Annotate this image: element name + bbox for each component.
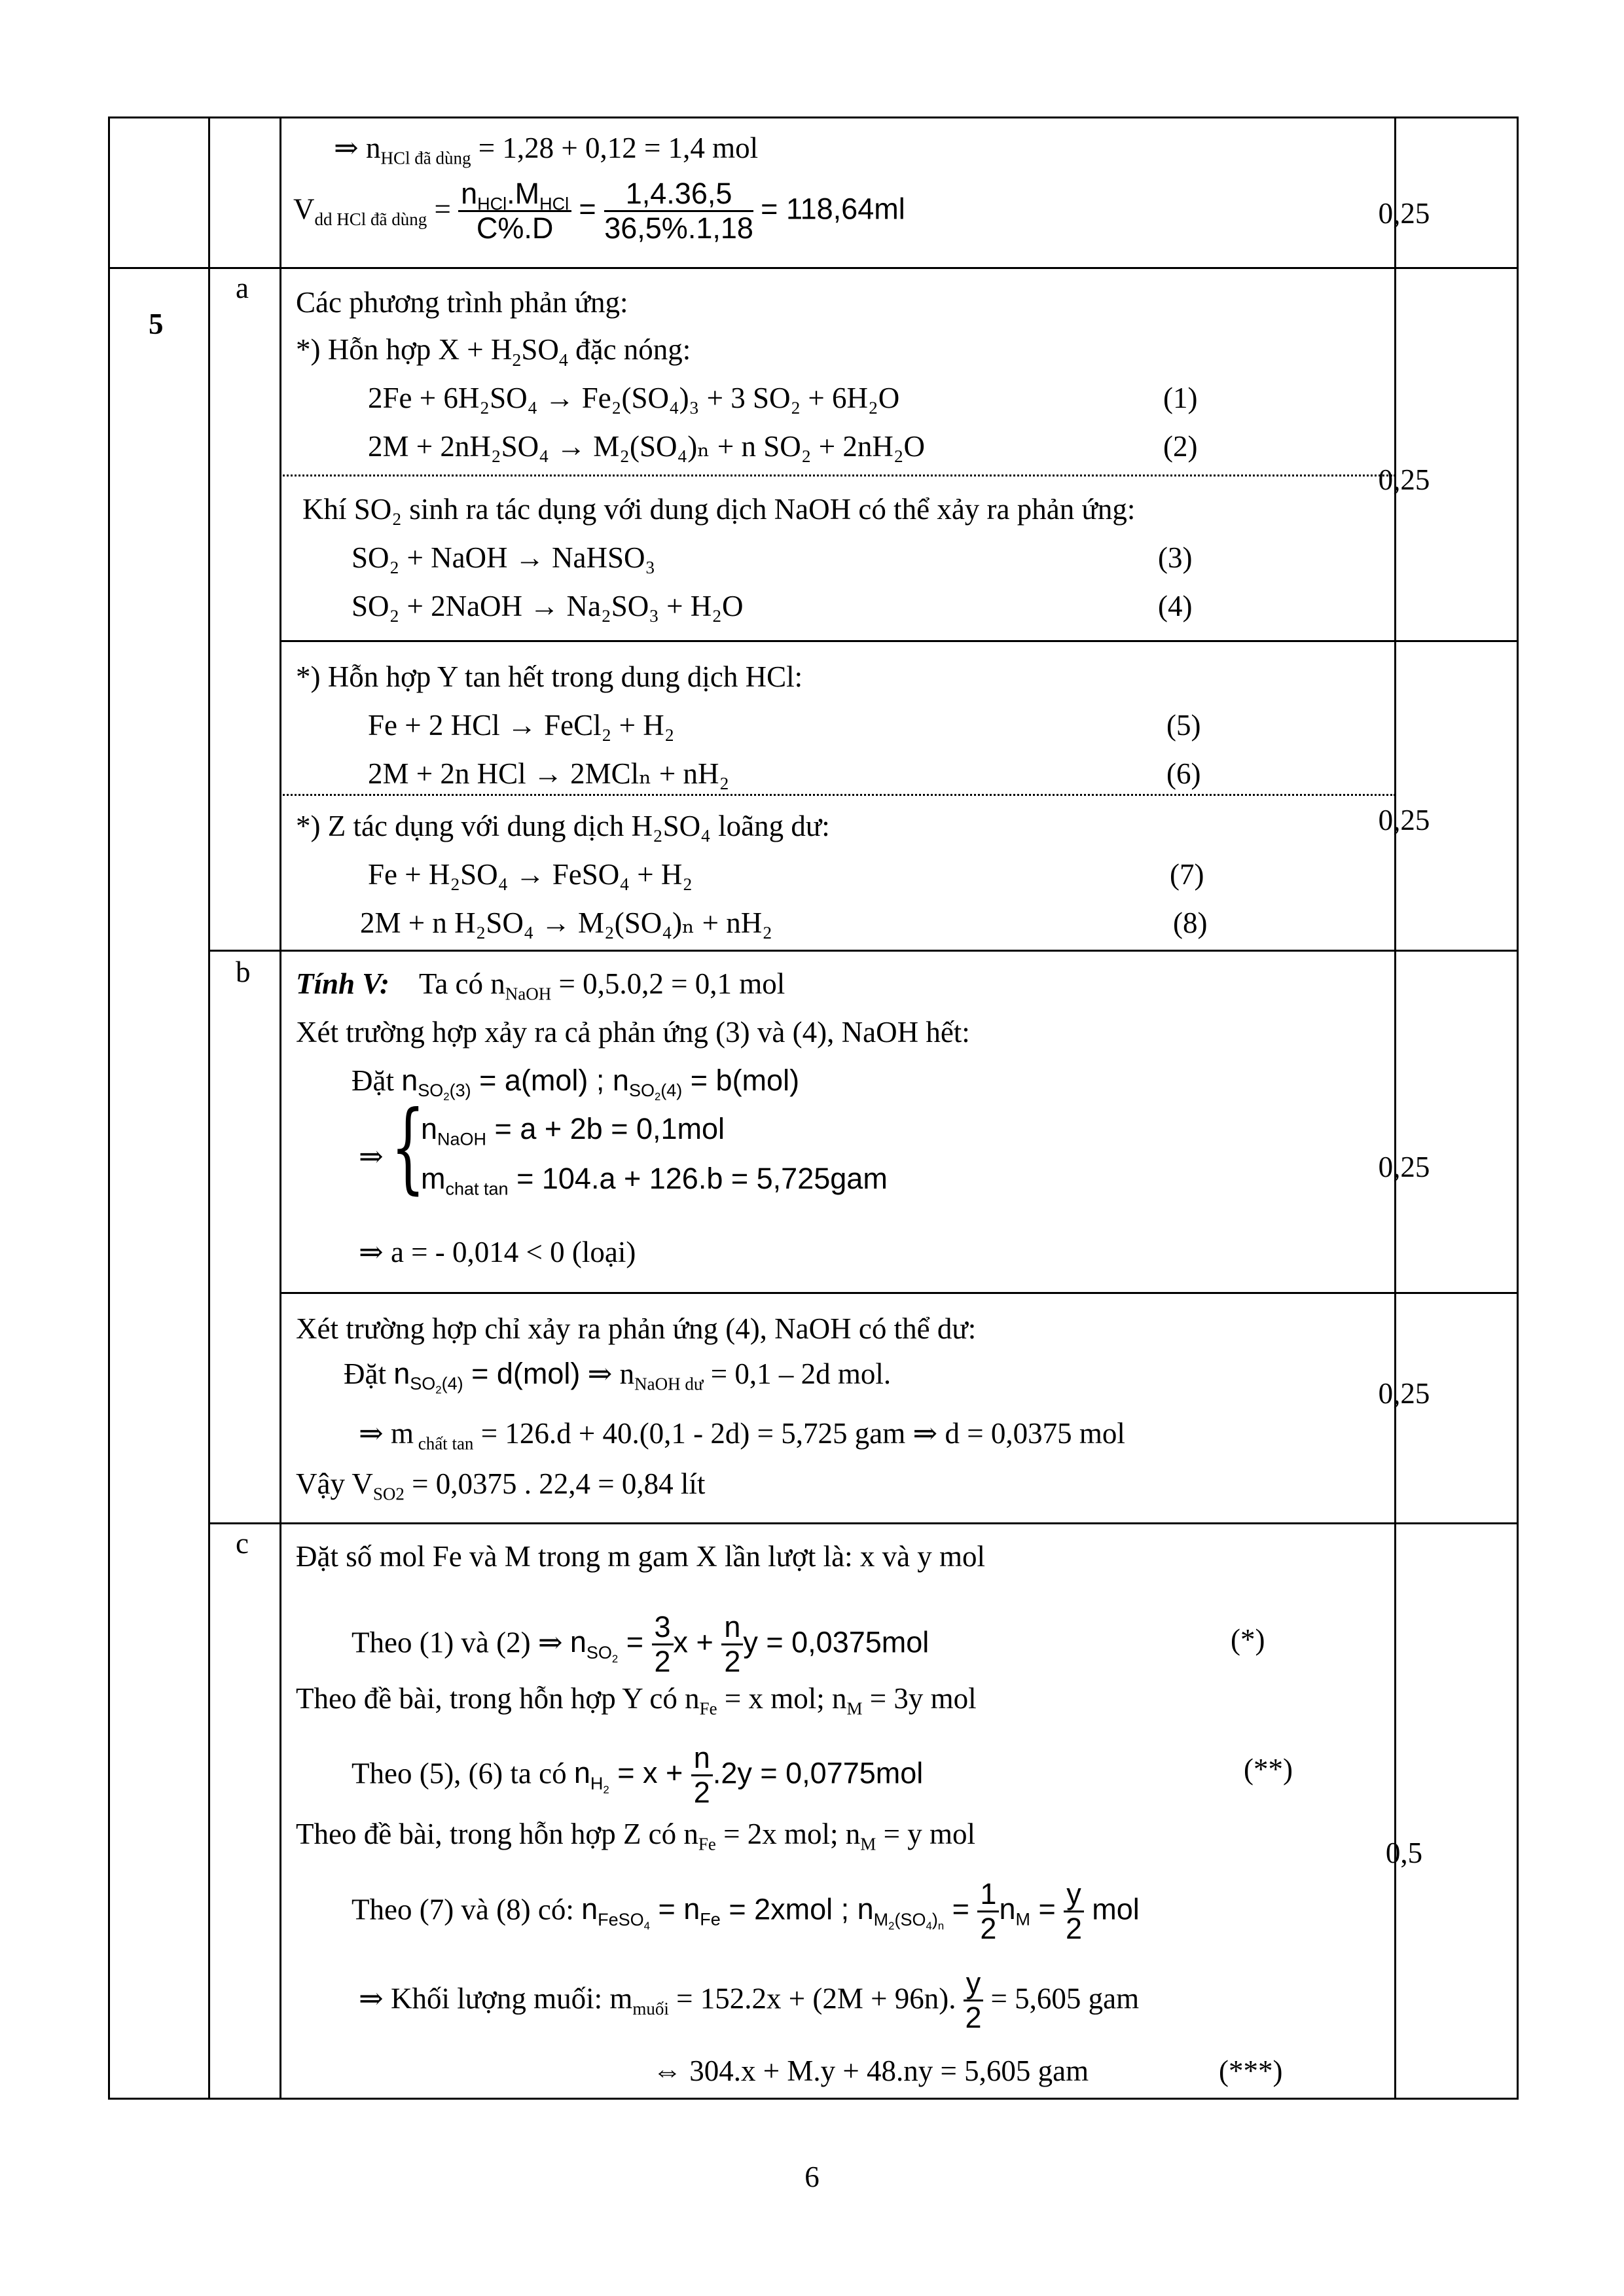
equation-1: 2Fe + 6H₂SO₄ → Fe₂(SO₄)₃ + 3 SO₂ + 6H₂O bbox=[368, 382, 900, 414]
row-divider bbox=[108, 267, 1519, 269]
b-mass-solute: ⇒ m $_{chất tan}$ = 126.d + 40.(0,1 - 2d) = 5,725 gam ⇒ d = 0,0375 mol bbox=[359, 1417, 1125, 1454]
b-case-2: Xét trường hợp chỉ xảy ra phản ứng (4), NaOH có thể dư: bbox=[296, 1312, 977, 1345]
b-system-eq-1: $n_{NaOH} = a + 2b = 0,1mol$ bbox=[421, 1112, 725, 1149]
c-label-star: (*) bbox=[1231, 1623, 1265, 1656]
a-so2-intro: Khí SO₂ sinh ra tác dụng với dung dịch NaOH có thể xảy ra phản ứng: bbox=[302, 493, 1136, 526]
part-label-b: b bbox=[236, 956, 251, 988]
score-a-1: 0,25 bbox=[1378, 463, 1430, 496]
dotted-separator bbox=[280, 475, 1396, 476]
equation-7-number: (7) bbox=[1170, 858, 1204, 891]
c-salt-moles: Theo (7) và (8) có: $n_{FeSO_4} = n_{Fe}$ = 2xmol ; $n_{M_2(SO_4)_n}$ = $\frac{1}{2}$ $n_M$ = $\frac{y}{2}$ mol bbox=[352, 1877, 1140, 1945]
equation-4-number: (4) bbox=[1158, 590, 1193, 622]
a-mixture-x: *) Hỗn hợp $X + H_2SO_4$ đặc nóng: bbox=[296, 333, 691, 370]
equation-3: SO₂ + NaOH → NaHSO₃ bbox=[352, 541, 656, 574]
table-border-left bbox=[108, 117, 110, 2100]
b-system-eq-2: $m_{chat tan} = 104.a + 126.b = 5,725gam$ bbox=[421, 1162, 888, 1199]
a-mixture-y: *) Hỗn hợp Y tan hết trong dung dịch HCl: bbox=[296, 660, 803, 693]
c-mixture-y: Theo đề bài, trong hỗn hợp Y có $n_{Fe} = x$ mol; $n_M = 3y$ mol bbox=[296, 1682, 977, 1719]
answer-table bbox=[108, 117, 1519, 2100]
c-label-3star: (***) bbox=[1219, 2054, 1283, 2087]
b-naoh-moles: Tính V: Ta có $n_{NaOH} = 0,5.0,2 = 0,1$ mol bbox=[296, 967, 785, 1004]
equation-4: SO₂ + 2NaOH → Na₂SO₃ + H₂O bbox=[352, 590, 744, 622]
equation-5: Fe + 2 HCl → FeCl₂ + H₂ bbox=[368, 709, 675, 742]
equation-8-number: (8) bbox=[1173, 906, 1208, 939]
equation-6-number: (6) bbox=[1166, 757, 1201, 790]
c-label-2star: (**) bbox=[1244, 1753, 1293, 1785]
table-border-top bbox=[108, 117, 1519, 118]
row-divider bbox=[208, 950, 1519, 952]
c-equation-2star: Theo (5), (6) ta có $n_{H_2} = x$ + $\frac{n}{2}$ .2y = 0,0775mol bbox=[352, 1741, 924, 1809]
score-c: 0,5 bbox=[1385, 1837, 1423, 1869]
table-border-bottom bbox=[108, 2098, 1519, 2100]
row-divider bbox=[280, 640, 1519, 642]
score-b-2: 0,25 bbox=[1378, 1377, 1430, 1410]
c-intro: Đặt số mol Fe và M trong m gam X lần lượt là: x và y mol bbox=[296, 1540, 986, 1573]
c-equation-star: Theo (1) và (2) ⇒ $n_{SO_2}$ = $\frac{3}{2}$ x + $\frac{n}{2}$ y = 0,0375mol bbox=[352, 1610, 929, 1678]
part-label-a: a bbox=[236, 272, 249, 304]
table-column-divider bbox=[1394, 117, 1396, 2100]
score-prev: 0,25 bbox=[1378, 197, 1430, 230]
dotted-separator bbox=[280, 794, 1396, 796]
equation-8: 2M + n H₂SO₄ → M₂(SO₄)ₙ + nH₂ bbox=[360, 906, 772, 939]
b-result-1: ⇒ a = - 0,014 < 0 (loại) bbox=[359, 1236, 636, 1268]
page-number: 6 bbox=[804, 2161, 820, 2193]
row-divider bbox=[280, 1292, 1519, 1294]
part-label-c: c bbox=[236, 1527, 249, 1560]
b-case-1: Xét trường hợp xảy ra cả phản ứng (3) và (4), NaOH hết: bbox=[296, 1016, 970, 1049]
c-salt-mass: ⇒ Khối lượng muối: $m_{muối} = 152.2x + (2M + 96n)$. $\frac{y}{2}$ = 5,605 gam bbox=[359, 1966, 1140, 2034]
score-a-2: 0,25 bbox=[1378, 804, 1430, 836]
table-border-right bbox=[1517, 117, 1519, 2100]
score-b-1: 0,25 bbox=[1378, 1151, 1430, 1183]
b-set-variables: Đặt $n_{SO_2(3)} = a(mol)$ ; $n_{SO_2(4)} = b(mol)$ bbox=[352, 1064, 800, 1103]
equation-1-number: (1) bbox=[1163, 382, 1198, 414]
equation-3-number: (3) bbox=[1158, 541, 1193, 574]
a-mixture-z: *) Z tác dụng với dung dịch H₂SO₄ loãng dư: bbox=[296, 810, 830, 842]
b-volume-result: Vậy $V_{SO2} = 0,0375$ . 22,4 = 0,84 lít bbox=[296, 1467, 706, 1504]
equation-2-number: (2) bbox=[1163, 430, 1198, 463]
implies-arrow: ⇒ bbox=[359, 1140, 384, 1173]
table-column-divider bbox=[208, 117, 210, 2100]
row-divider bbox=[208, 1522, 1519, 1524]
equation-2: 2M + 2nH₂SO₄ → M₂(SO₄)ₙ + n SO₂ + 2nH₂O bbox=[368, 430, 926, 463]
c-final-equation: ⇔ 304.x + M.y + 48.ny = 5,605 gam bbox=[653, 2054, 1089, 2087]
table-column-divider bbox=[280, 117, 281, 2100]
prev-volume-formula: $V_{dd HCl đã dùng}$ = $n_{HCl}.M_{HCl}$ C%.D = $\frac{1,4.36,5}{36,5\%.1,18}$ = 118,64ml bbox=[293, 177, 905, 245]
c-mixture-z: Theo đề bài, trong hỗn hợp Z có $n_{Fe} = 2x$ mol; $n_M = y$ mol bbox=[296, 1818, 975, 1854]
equation-6: 2M + 2n HCl → 2MClₙ + nH₂ bbox=[368, 757, 730, 790]
section-number: 5 bbox=[149, 308, 164, 340]
equation-5-number: (5) bbox=[1166, 709, 1201, 742]
volume-fraction-2: $\frac{1,4.36,5}{36,5\%.1,18}$ bbox=[604, 177, 753, 245]
volume-fraction-1: $n_{HCl}.M_{HCl}$ C%.D bbox=[458, 177, 571, 244]
b-set-d: Đặt $n_{SO_2(4)} = d(mol)$ ⇒ $n_{NaOH dư} = 0,1 - 2d$ mol. bbox=[344, 1357, 892, 1397]
prev-line-1: ⇒ $n_{HCl đã dùng} = 1,28 + 0,12 = 1,4$ mol bbox=[334, 132, 759, 168]
a-intro: Các phương trình phản ứng: bbox=[296, 286, 628, 319]
equation-7: Fe + H₂SO₄ → FeSO₄ + H₂ bbox=[368, 858, 693, 891]
system-brace: { bbox=[391, 1090, 425, 1204]
